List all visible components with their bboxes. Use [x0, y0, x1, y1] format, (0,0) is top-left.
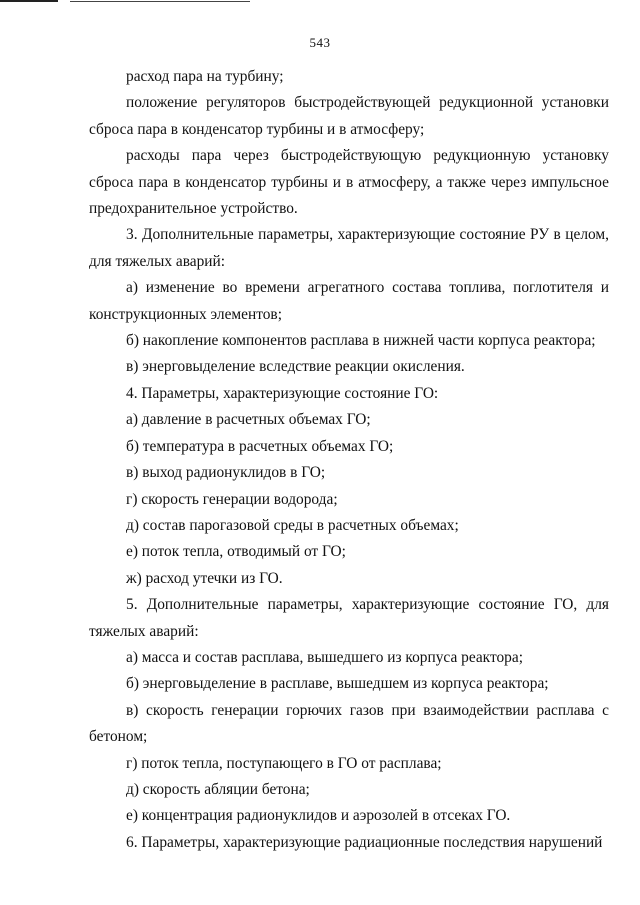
- paragraph: 3. Дополнительные параметры, характеризующие состояние РУ в целом, для тяжелых аварий:: [89, 226, 609, 270]
- paragraph: б) температура в расчетных объемах ГО;: [126, 437, 394, 455]
- page-number: 543: [309, 35, 331, 50]
- paragraph: а) масса и состав расплава, вышедшего из корпуса реактора;: [126, 648, 523, 666]
- paragraph: расход пара на турбину;: [126, 68, 284, 85]
- paragraph: 5. Дополнительные параметры, характеризующие состояние ГО, для тяжелых аварий:: [89, 596, 609, 640]
- paragraph: г) поток тепла, поступающего в ГО от расплава;: [126, 754, 442, 772]
- document-body: [89, 64, 609, 856]
- paragraph: б) энерговыделение в расплаве, вышедшем из корпуса реактора;: [126, 675, 549, 693]
- paragraph: а) изменение во времени агрегатного состава топлива, поглотителя и конструкционных элементов;: [89, 279, 609, 323]
- paragraph: в) скорость генерации горючих газов при взаимодействии расплава с бетоном;: [89, 701, 609, 746]
- scan-top-rule: [70, 1, 250, 2]
- paragraph: расходы пара через быстродействующую редукционную установку сброса пара в конденсатор турбины и в атмосферу, а также через импульсное предохранительное устройство.: [89, 147, 609, 218]
- paragraph: 6. Параметры, характеризующие радиационные последствия нарушений: [126, 833, 603, 851]
- paragraph: б) накопление компонентов расплава в нижней части корпуса реактора;: [126, 332, 596, 350]
- paragraph: д) состав парогазовой среды в расчетных объемах;: [126, 516, 459, 534]
- paragraph: е) концентрация радионуклидов и аэрозолей в отсеках ГО.: [126, 807, 511, 825]
- paragraph: е) поток тепла, отводимый от ГО;: [126, 543, 346, 561]
- paragraph: а) давление в расчетных объемах ГО;: [126, 411, 371, 429]
- paragraph: ж) расход утечки из ГО.: [126, 569, 283, 587]
- paragraph: в) выход радионуклидов в ГО;: [126, 464, 326, 482]
- paragraph: 4. Параметры, характеризующие состояние ГО:: [126, 384, 439, 402]
- paragraph: г) скорость генерации водорода;: [126, 490, 338, 508]
- scan-edge-mark: [0, 0, 58, 2]
- paragraph: положение регуляторов быстродействующей редукционной установки сброса пара в конденсатор турбины и в атмосферу;: [89, 94, 609, 138]
- paragraph: д) скорость абляции бетона;: [126, 780, 310, 798]
- paragraph: в) энерговыделение вследствие реакции окисления.: [126, 358, 465, 376]
